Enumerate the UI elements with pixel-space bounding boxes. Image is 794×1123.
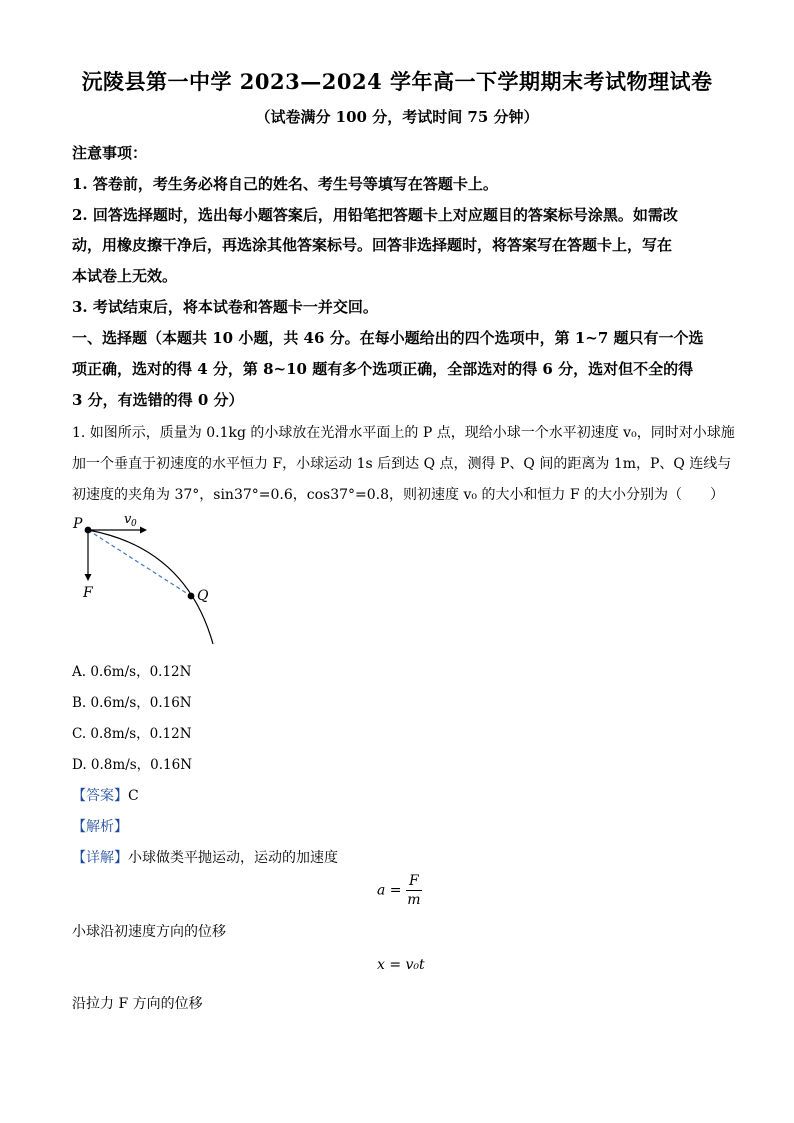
exam-subtitle: （试卷满分 100 分，考试时间 75 分钟） bbox=[255, 108, 539, 126]
label-p: P bbox=[73, 516, 83, 532]
notice-item-2-line-1: 2. 回答选择题时，选出每小题答案后，用铅笔把答题卡上对应题目的答案标号涂黑。如需改 bbox=[72, 206, 678, 224]
exam-title: 沅陵县第一中学 2023—2024 学年高一下学期期末考试物理试卷 bbox=[81, 69, 713, 94]
equation-acceleration bbox=[377, 872, 422, 909]
notice-item-3: 3. 考试结束后，将本试卷和答题卡一并交回。 bbox=[72, 298, 378, 316]
question-1-line-2: 加一个垂直于初速度的水平恒力 F，小球运动 1s 后到达 Q 点，测得 P、Q 间的距离为 1m，P、Q 连线与 bbox=[72, 456, 732, 472]
notice-item-2-line-3: 本试卷上无效。 bbox=[72, 267, 178, 285]
label-q: Q bbox=[197, 588, 209, 604]
option-d: D. 0.8m/s，0.16N bbox=[72, 757, 193, 773]
equation-fraction bbox=[406, 872, 422, 909]
equation-numerator: F bbox=[406, 872, 422, 891]
question-1-line-3: 初速度的夹角为 37°，sin37°=0.6，cos37°=0.8，则初速度 v₀ 的大小和恒力 F 的大小分别为（ ） bbox=[72, 487, 725, 503]
analysis-tag: 【解析】 bbox=[72, 819, 128, 835]
section-1-line-3: 3 分，有选错的得 0 分） bbox=[72, 391, 244, 409]
notice-item-2-line-2: 动，用橡皮擦干净后，再选涂其他答案标号。回答非选择题时，将答案写在答题卡上，写在 bbox=[72, 236, 673, 254]
question-1-line-1: 1. 如图所示，质量为 0.1kg 的小球放在光滑水平面上的 P 点，现给小球一个水平初速度 v₀，同时对小球施 bbox=[72, 425, 735, 441]
detail-text: 小球做类平抛运动，运动的加速度 bbox=[128, 850, 338, 866]
equation-denominator: m bbox=[407, 892, 421, 908]
section-1-line-1: 一、选择题（本题共 10 小题，共 46 分。在每小题给出的四个选项中，第 1~7 题只有一个选 bbox=[72, 329, 704, 347]
equation-acceleration-lhs: a = bbox=[377, 882, 402, 899]
section-1-line-2: 项正确，选对的得 4 分，第 8~10 题有多个选项正确，全部选对的得 6 分，选对但不全的得 bbox=[72, 360, 694, 378]
notice-item-1: 1. 答卷前，考生务必将自己的姓名、考生号等填写在答题卡上。 bbox=[72, 175, 498, 193]
answer-value: C bbox=[128, 788, 139, 804]
label-f: F bbox=[83, 585, 93, 601]
option-c: C. 0.8m/s，0.12N bbox=[72, 726, 192, 742]
answer-tag: 【答案】 bbox=[72, 788, 128, 804]
point-p bbox=[85, 527, 92, 534]
label-v: v bbox=[124, 512, 132, 527]
analysis-line bbox=[72, 816, 128, 836]
text-displacement-force: 沿拉力 F 方向的位移 bbox=[72, 996, 203, 1012]
point-q bbox=[188, 593, 195, 600]
pq-dashed-line bbox=[88, 530, 191, 596]
trajectory-curve bbox=[88, 530, 213, 644]
answer-line bbox=[72, 785, 139, 805]
detail-line bbox=[72, 847, 338, 867]
equation-displacement: x = v₀t bbox=[377, 957, 425, 973]
detail-tag: 【详解】 bbox=[72, 850, 128, 866]
trajectory-figure bbox=[66, 508, 226, 650]
velocity-arrowhead bbox=[140, 527, 147, 534]
notice-heading: 注意事项： bbox=[72, 144, 148, 162]
label-v-subscript: 0 bbox=[131, 519, 137, 529]
text-displacement-velocity: 小球沿初速度方向的位移 bbox=[72, 924, 226, 940]
option-b: B. 0.6m/s，0.16N bbox=[72, 695, 192, 711]
force-arrowhead bbox=[85, 574, 92, 581]
option-a: A. 0.6m/s，0.12N bbox=[72, 664, 192, 680]
